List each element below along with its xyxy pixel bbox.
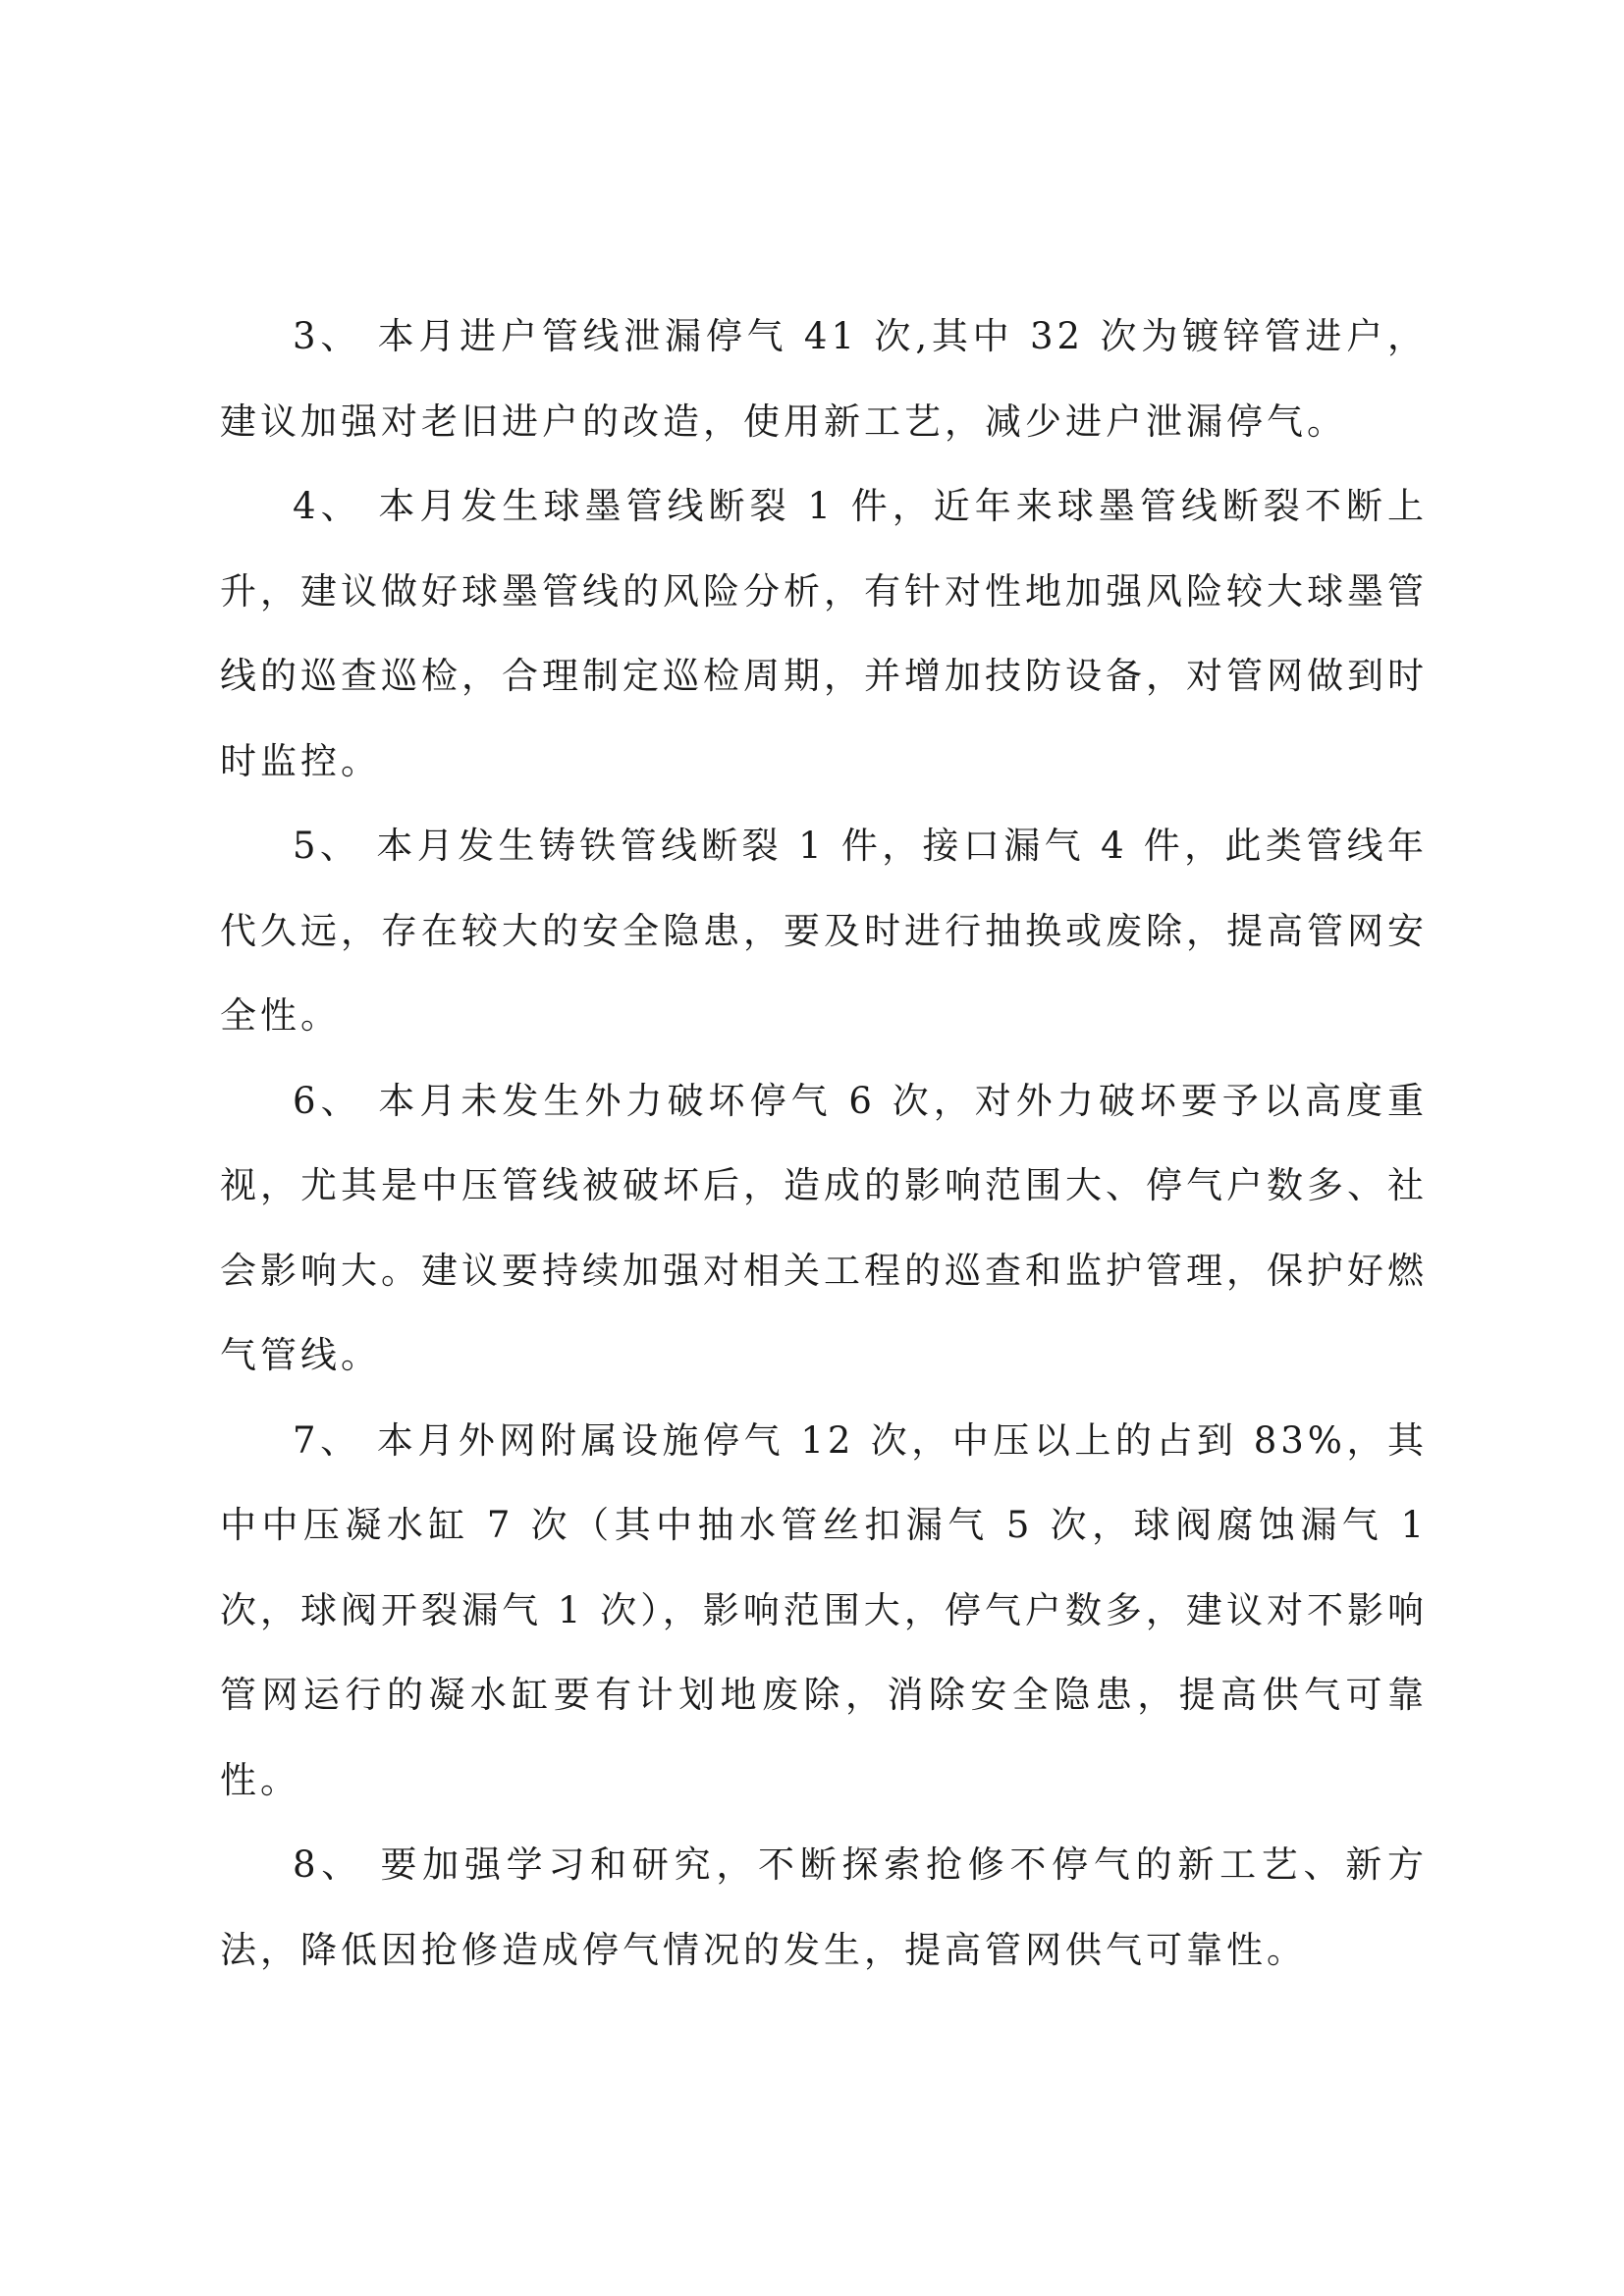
paragraph-item-5: 5、 本月发生铸铁管线断裂 1 件，接口漏气 4 件，此类管线年代久远，存在较大的安全隐患，要及时进行抽换或废除，提高管网安全性。 bbox=[220, 825, 1428, 1037]
paragraph-item-3: 3、 本月进户管线泄漏停气 41 次,其中 32 次为镀锌管进户，建议加强对老旧进户的改造，使用新工艺，减少进户泄漏停气。 bbox=[220, 315, 1428, 443]
paragraph-item-6: 6、 本月未发生外力破坏停气 6 次，对外力破坏要予以高度重视，尤其是中压管线被破坏后，造成的影响范围大、停气户数多、社会影响大。建议要持续加强对相关工程的巡查和监护管理，保护好燃气管线。 bbox=[220, 1079, 1428, 1376]
paragraph-item-8: 8、 要加强学习和研究，不断探索抢修不停气的新工艺、新方法，降低因抢修造成停气情况的发生，提高管网供气可靠性。 bbox=[220, 1843, 1428, 1971]
paragraph-item-4: 4、 本月发生球墨管线断裂 1 件，近年来球墨管线断裂不断上升，建议做好球墨管线的风险分析，有针对性地加强风险较大球墨管线的巡查巡检，合理制定巡检周期，并增加技防设备，对管网做到时时监控。 bbox=[220, 485, 1428, 782]
paragraph-item-7: 7、 本月外网附属设施停气 12 次，中压以上的占到 83%，其中中压凝水缸 7 次（其中抽水管丝扣漏气 5 次，球阀腐蚀漏气 1 次，球阀开裂漏气 1 次），影响范围大，停气户数多，建议对不影响管网运行的凝水缸要有计划地废除，消除安全隐患，提高供气可靠性。 bbox=[220, 1418, 1428, 1801]
document-body bbox=[220, 294, 1428, 1993]
